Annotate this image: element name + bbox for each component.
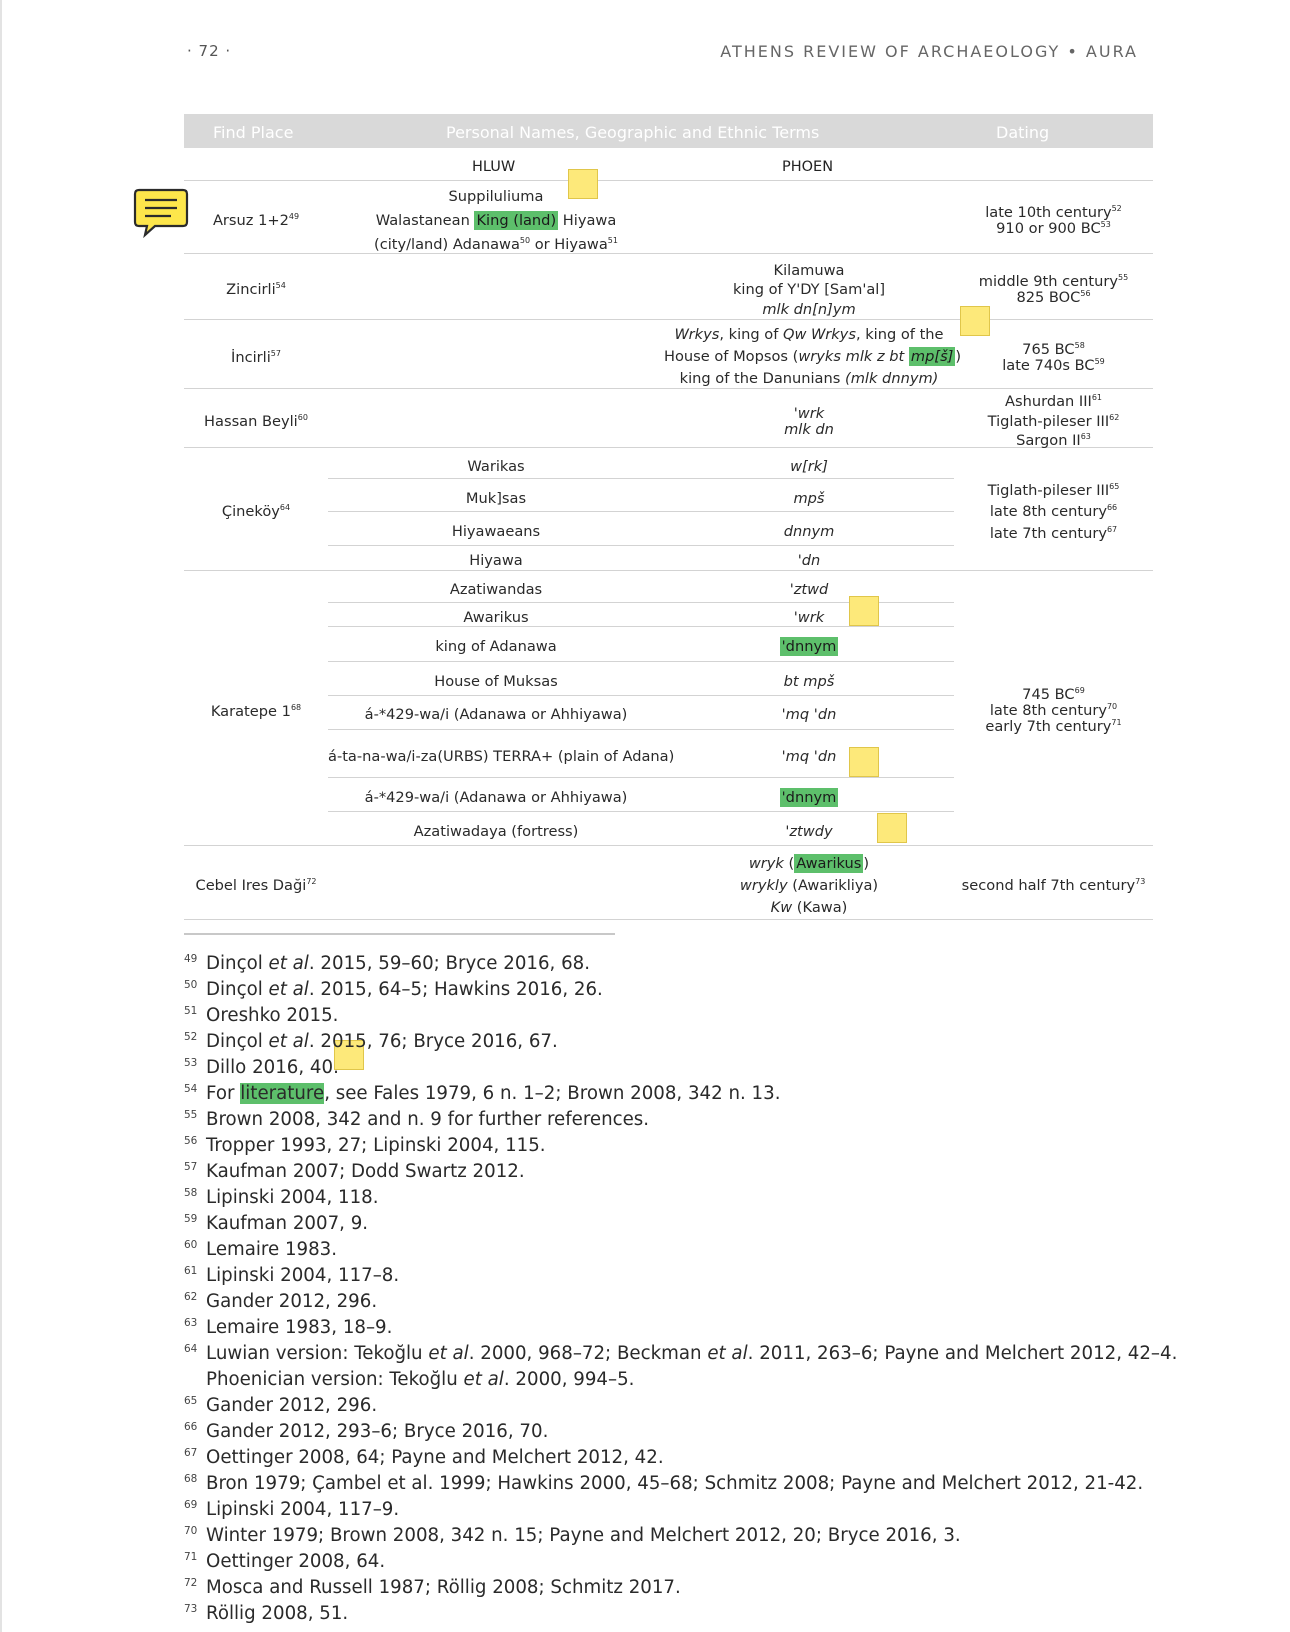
footnote: 56 Tropper 1993, 27; Lipinski 2004, 115. — [184, 1135, 546, 1156]
footnote: 63 Lemaire 1983, 18–9. — [184, 1317, 393, 1338]
sub-rule — [328, 811, 954, 812]
footnote: 52 Dinçol et al. 2015, 76; Bryce 2016, 67. — [184, 1031, 558, 1052]
sub-rule — [328, 777, 954, 778]
karatepe-hluw: House of Muksas — [434, 673, 558, 690]
footnote-number: 59 — [184, 1213, 198, 1225]
sticky-note[interactable] — [960, 306, 990, 336]
highlight: mp[š] — [910, 348, 954, 365]
highlight: Awarikus — [796, 855, 862, 872]
col-find-place: Find Place — [213, 123, 294, 142]
find-place-zincirli: Zincirli$^{54}$ — [226, 281, 286, 298]
cinekoy-hluw: Hiyawaeans — [451, 523, 541, 540]
zincirli-dating-2: 825 BOC$^{56}$ — [1016, 289, 1091, 306]
row-rule — [184, 919, 1153, 920]
footnote-number: 52 — [184, 1031, 198, 1043]
cinekoy-hluw: Warikas — [467, 458, 525, 475]
footnote: 69 Lipinski 2004, 117–9. — [184, 1499, 400, 1520]
footnote: 51 Oreshko 2015. — [184, 1005, 339, 1026]
footnote-number: 58 — [184, 1187, 198, 1199]
highlight: King (land) — [476, 212, 557, 229]
footnote: 59 Kaufman 2007, 9. — [184, 1213, 369, 1234]
footnote-number: 62 — [184, 1291, 198, 1303]
cinekoy-dating-1: Tiglath-pileser III$^{65}$ — [987, 482, 1120, 499]
footnote-number: 57 — [184, 1161, 198, 1173]
col-dating: Dating — [996, 123, 1050, 142]
footnote: 66 Gander 2012, 293–6; Bryce 2016, 70. — [184, 1421, 549, 1442]
karatepe-hluw: Azatiwandas — [449, 581, 543, 598]
incirli-phoen-3: king of the Danunians (mlk dnnym) — [679, 370, 939, 387]
karatepe-phoen: 'ztwdy — [785, 823, 833, 840]
footnote-number: 66 — [184, 1421, 198, 1433]
karatepe-phoen: 'ztwd — [789, 581, 829, 598]
footnote: 65 Gander 2012, 296. — [184, 1395, 378, 1416]
sub-rule — [328, 661, 954, 662]
col-hluw: HLUW — [472, 159, 516, 175]
sub-rule — [328, 511, 954, 512]
zincirli-phoen-3: mlk dn[n]ym — [762, 301, 856, 318]
footnote-number: 71 — [184, 1551, 198, 1563]
karatepe-dating-1: 745 BC$^{69}$ — [1022, 686, 1085, 703]
cinekoy-dating-3: late 7th century$^{67}$ — [989, 525, 1118, 542]
karatepe-phoen — [664, 637, 954, 656]
footnote-number: 56 — [184, 1135, 198, 1147]
karatepe-hluw: á-*429-wa/i (Adanawa or Ahhiyawa) — [364, 706, 628, 723]
sub-rule — [328, 545, 954, 546]
footnote: 72 Mosca and Russell 1987; Röllig 2008; Schmitz 2017. — [184, 1577, 681, 1598]
footnote: 53 Dillo 2016, 40. — [184, 1057, 339, 1078]
karatepe-hluw: á-*429-wa/i (Adanawa or Ahhiyawa) — [364, 789, 628, 806]
running-header: ATHENS REVIEW OF ARCHAEOLOGY • AURA — [720, 42, 1138, 61]
find-place-cinekoy: Çineköy$^{64}$ — [221, 503, 291, 520]
karatepe-phoen: 'wrk — [793, 609, 825, 626]
karatepe-dating-2: late 8th century$^{70}$ — [989, 702, 1118, 719]
arsuz-dating-2: 910 or 900 BC$^{53}$ — [996, 220, 1111, 237]
footnote-number: 67 — [184, 1447, 198, 1459]
footnote: 60 Lemaire 1983. — [184, 1239, 338, 1260]
footnote-number: 64 — [184, 1343, 198, 1355]
row-rule — [184, 388, 1153, 389]
cinekoy-hluw: Muk]sas — [465, 490, 527, 507]
row-rule — [184, 570, 1153, 571]
arsuz-hluw-1: Suppiluliuma — [448, 188, 544, 205]
footnote: 58 Lipinski 2004, 118. — [184, 1187, 379, 1208]
karatepe-hluw: Azatiwadaya (fortress) — [413, 823, 579, 840]
footnote-separator — [184, 933, 615, 935]
highlight: 'dnnym — [781, 638, 837, 655]
footnote: Phoenician version: Tekoğlu et al. 2000, 994–5. — [206, 1369, 635, 1390]
arsuz-hluw-2: Walastanean King (land) Hiyawa — [375, 212, 617, 229]
footnote: 71 Oettinger 2008, 64. — [184, 1551, 386, 1572]
footnote: 54 For literature, see Fales 1979, 6 n. 1–2; Brown 2008, 342 n. 13. — [184, 1083, 781, 1104]
hassan-phoen-2: mlk dn — [784, 421, 834, 438]
incirli-dating-2: late 740s BC$^{59}$ — [1002, 357, 1105, 374]
karatepe-hluw: king of Adanawa — [435, 638, 557, 655]
footnote-number: 55 — [184, 1109, 198, 1121]
zincirli-phoen-1: Kilamuwa — [773, 262, 845, 279]
incirli-phoen-1: Wrkys, king of Qw Wrkys, king of the — [674, 326, 944, 343]
cinekoy-phoen: w[rk] — [790, 458, 828, 475]
footnote-number: 61 — [184, 1265, 198, 1277]
find-place-arsuz: Arsuz $1+2^{49}$ — [212, 212, 300, 229]
highlight: 'dnnym — [781, 789, 837, 806]
footnote-number: 51 — [184, 1005, 198, 1017]
footnote: 61 Lipinski 2004, 117–8. — [184, 1265, 400, 1286]
page-edge — [0, 0, 2, 1632]
cinekoy-phoen: dnnym — [783, 523, 835, 540]
footnote-number: 68 — [184, 1473, 198, 1485]
find-place-karatepe: Karatepe $1^{68}$ — [210, 703, 302, 720]
karatepe-phoen: 'mq 'dn — [781, 706, 837, 723]
footnote-number: 63 — [184, 1317, 198, 1329]
zincirli-dating-1: middle 9th century$^{55}$ — [978, 273, 1129, 290]
col-phoen: PHOEN — [782, 159, 834, 175]
comment-bubble-icon[interactable] — [133, 188, 189, 238]
karatepe-dating-3: early 7th century$^{71}$ — [985, 718, 1122, 735]
footnote-number: 54 — [184, 1083, 198, 1095]
cebel-dating-1: second half 7th century$^{73}$ — [961, 877, 1146, 894]
karatepe-hluw: á-ta-na-wa/i-za(URBS) TERRA+ (plain of Adana) — [328, 748, 675, 765]
karatepe-phoen — [664, 788, 954, 807]
karatepe-phoen: 'mq 'dn — [781, 748, 837, 765]
col-names: Personal Names, Geographic and Ethnic Terms — [446, 123, 820, 142]
footnote-number: 49 — [184, 953, 198, 965]
footnote: 50 Dinçol et al. 2015, 64–5; Hawkins 2016, 26. — [184, 979, 603, 1000]
hassan-dating-2: Tiglath-pileser III$^{62}$ — [987, 413, 1120, 430]
footnote: 68 Bron 1979; Çambel et al. 1999; Hawkins 2000, 45–68; Schmitz 2008; Payne and Melchert 2012, 21-42. — [184, 1473, 1144, 1494]
sticky-note[interactable] — [568, 169, 598, 199]
footnote: 57 Kaufman 2007; Dodd Swartz 2012. — [184, 1161, 525, 1182]
sub-rule — [328, 695, 954, 696]
cinekoy-phoen: mpš — [793, 490, 825, 507]
hassan-phoen-1: 'wrk — [793, 405, 825, 422]
footnote-number: 70 — [184, 1525, 198, 1537]
hassan-dating-3: Sargon II$^{63}$ — [1016, 432, 1091, 449]
cebel-phoen-3: Kw (Kawa) — [770, 899, 848, 916]
footnote: 70 Winter 1979; Brown 2008, 342 n. 15; Payne and Melchert 2012, 20; Bryce 2016, 3. — [184, 1525, 961, 1546]
karatepe-phoen: bt mpš — [783, 673, 835, 690]
cinekoy-hluw: Hiyawa — [469, 552, 523, 569]
sticky-note[interactable] — [849, 596, 879, 626]
zincirli-phoen-2: king of Y'DY [Sam'al] — [732, 281, 886, 298]
incirli-dating-1: 765 BC$^{58}$ — [1022, 341, 1085, 358]
sub-rule — [328, 478, 954, 479]
arsuz-hluw-3: (city/land) Adanawa$^{50}$ or Hiyawa$^{51}$ — [374, 236, 618, 253]
sub-rule — [328, 729, 954, 730]
footnote-number: 69 — [184, 1499, 198, 1511]
cinekoy-dating-2: late 8th century$^{66}$ — [989, 503, 1118, 520]
footnote-number: 53 — [184, 1057, 198, 1069]
footnote-number: 73 — [184, 1603, 198, 1615]
footnote-number: 72 — [184, 1577, 198, 1589]
row-rule — [184, 319, 1153, 320]
footnote-number: 60 — [184, 1239, 198, 1251]
footnote-number: 65 — [184, 1395, 198, 1407]
highlight: literature — [240, 1083, 325, 1104]
find-place-cebel-ires: Cebel Ires Daği$^{72}$ — [195, 877, 317, 894]
footnote-number: 50 — [184, 979, 198, 991]
sticky-note[interactable] — [849, 747, 879, 777]
row-rule — [184, 180, 1153, 181]
cebel-phoen-2: wrykly (Awarikliya) — [739, 877, 879, 894]
incirli-phoen-2: House of Mopsos (wryks mlk z bt mp[š] ) — [664, 348, 962, 365]
arsuz-dating-1: late 10th century$^{52}$ — [985, 204, 1122, 221]
footnote: 62 Gander 2012, 296. — [184, 1291, 378, 1312]
find-place-hassan-beyli: Hassan Beyli$^{60}$ — [204, 413, 308, 430]
hassan-dating-1: Ashurdan III$^{61}$ — [1004, 393, 1103, 410]
find-place-incirli: İncirli$^{57}$ — [231, 349, 281, 366]
karatepe-hluw: Awarikus — [463, 609, 529, 626]
footnote: 49 Dinçol et al. 2015, 59–60; Bryce 2016, 68. — [184, 953, 591, 974]
cebel-phoen-1: wryk ( Awarikus ) — [748, 855, 870, 872]
cinekoy-phoen: 'dn — [797, 552, 821, 569]
sticky-note[interactable] — [877, 813, 907, 843]
footnote: 73 Röllig 2008, 51. — [184, 1603, 349, 1624]
footnote: 55 Brown 2008, 342 and n. 9 for further references. — [184, 1109, 650, 1130]
footnote: 64 Luwian version: Tekoğlu et al. 2000, 968–72; Beckman et al. 2011, 263–6; Payne and Melchert 2012, 42–4. — [184, 1343, 1178, 1364]
page-number: · 72 · — [187, 42, 232, 60]
row-rule — [184, 845, 1153, 846]
footnote: 67 Oettinger 2008, 64; Payne and Melchert 2012, 42. — [184, 1447, 664, 1468]
